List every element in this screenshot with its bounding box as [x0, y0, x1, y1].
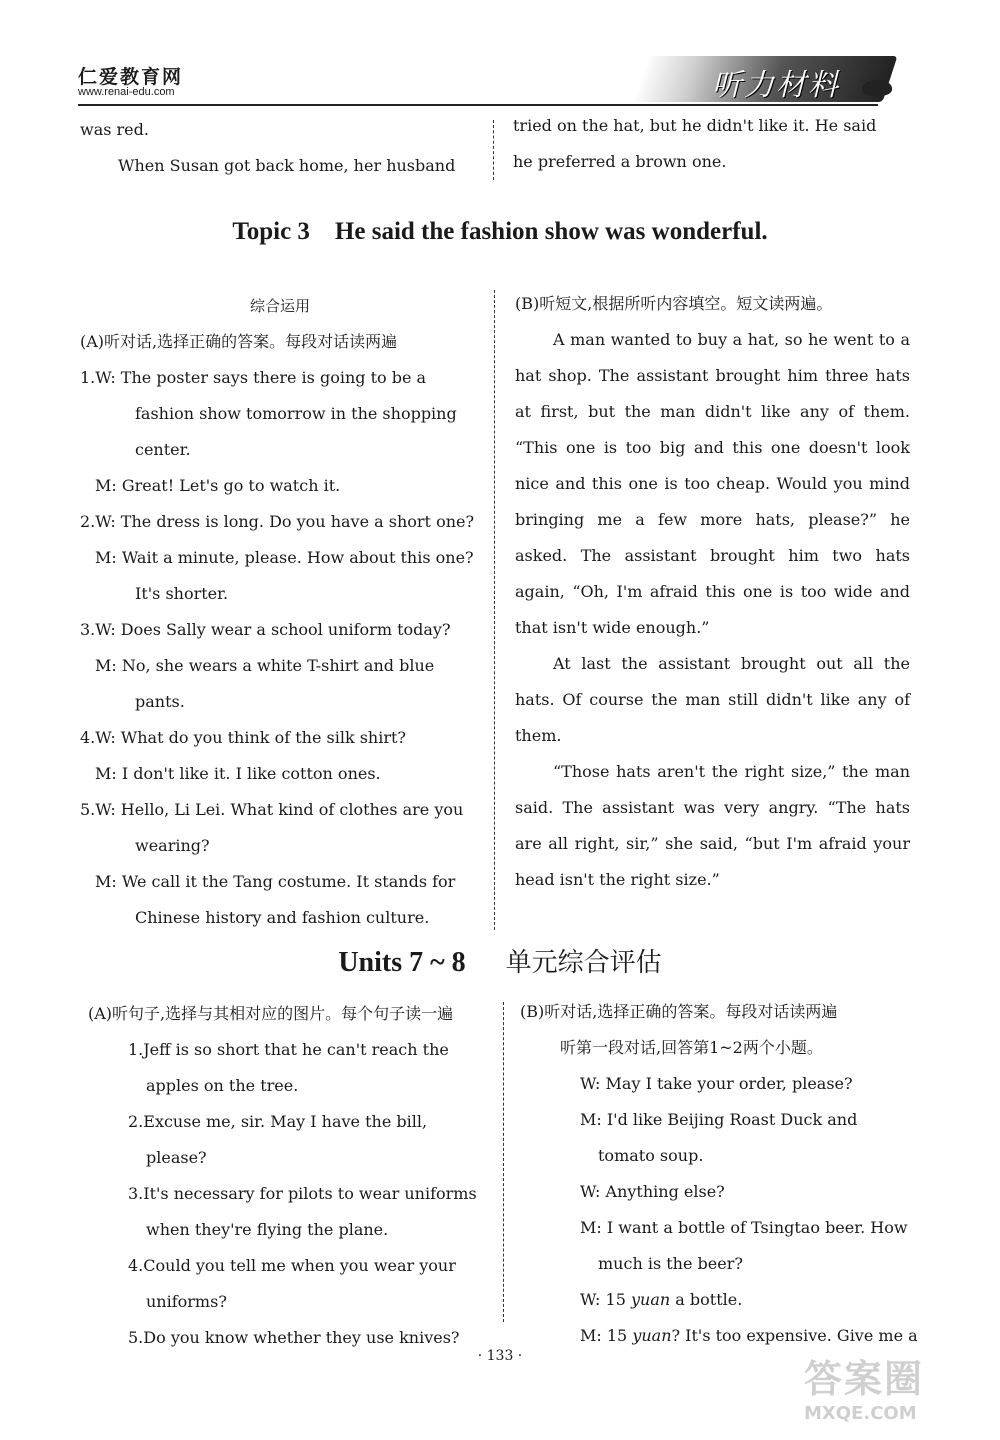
instruction-a: (A)听句子,选择与其相对应的图片。每个句子读一遍: [88, 1004, 454, 1023]
passage-paragraph: “Those hats aren't the right size,” the man said. The assistant was very angry. “The hats are all right, sir,” she said, “but I'm afraid your head isn't the right size.”: [515, 762, 910, 889]
sentence-item: 1.Jeff is so short that he can't reach the apples on the tree.: [128, 1040, 449, 1095]
woman-line: W: The poster says there is going to be a fashion show tomorrow in the shopping center.: [95, 368, 457, 459]
dialogue-line: M: I'd like Beijing Roast Duck and tomato soup.: [580, 1110, 858, 1165]
fragment-line: When Susan got back home, her husband: [118, 156, 456, 175]
dialogue-line: W: Anything else?: [580, 1182, 725, 1201]
units-title: [0, 942, 1000, 979]
fragment-line: he preferred a brown one.: [513, 152, 727, 171]
dialogue-line: W: May I take your order, please?: [580, 1074, 853, 1093]
dialogue-item: 5.W: Hello, Li Lei. What kind of clothes are you wearing? M: We call it the Tang costume. It stands for Chinese history and fashion culture.: [80, 792, 480, 936]
brand-name: 仁爱教育网: [78, 66, 184, 88]
sub-instruction: 听第一段对话,回答第1~2两个小题。: [560, 1038, 823, 1057]
man-line: M: I don't like it. I like cotton ones.: [95, 764, 381, 783]
man-line: M: Wait a minute, please. How about this one? It's shorter.: [95, 548, 474, 603]
instruction-a: (A)听对话,选择正确的答案。每段对话读两遍: [80, 332, 398, 351]
woman-line: W: What do you think of the silk shirt?: [95, 728, 407, 747]
instruction-b: (B)听对话,选择正确的答案。每段对话读两遍: [520, 1002, 838, 1021]
man-line: M: We call it the Tang costume. It stands for Chinese history and fashion culture.: [95, 872, 456, 927]
watermark-logo: 答案圈 MXQE.COM: [804, 1357, 925, 1424]
units-title-cn: 单元综合评估: [505, 948, 662, 978]
section-heading: 综合运用: [249, 297, 310, 315]
units-left-column: [88, 996, 483, 1356]
dialogue-item: 1.W: The poster says there is going to be a fashion show tomorrow in the shopping center. M: Great! Let's go to watch it.: [80, 360, 480, 504]
dialogue-item: 2.W: The dress is long. Do you have a short one? M: Wait a minute, please. How about this one? It's shorter.: [80, 504, 480, 612]
woman-line: W: The dress is long. Do you have a short one?: [95, 512, 475, 531]
units-right-column: [520, 994, 918, 1354]
column-divider: [493, 120, 494, 180]
dialogue-line: M: I want a bottle of Tsingtao beer. How much is the beer?: [580, 1218, 908, 1273]
column-divider: [503, 1002, 504, 1322]
renai-logo-icon: [862, 80, 892, 96]
woman-line: W: Hello, Li Lei. What kind of clothes are you wearing?: [95, 800, 464, 855]
man-line: M: No, she wears a white T-shirt and blue pants.: [95, 656, 435, 711]
dialogue-line: W: 15 yuan a bottle.: [580, 1290, 743, 1309]
fragment-line: tried on the hat, but he didn't like it. He said: [513, 116, 877, 135]
units-title-en: Units 7 ~ 8: [338, 947, 466, 978]
brand-url: www.renai-edu.com: [78, 86, 175, 98]
header-rule: [78, 104, 878, 106]
topic3-right-column: [515, 286, 910, 898]
sentence-item: 3.It's necessary for pilots to wear uniforms when they're flying the plane.: [128, 1184, 477, 1239]
dialogue-item: 4.W: What do you think of the silk shirt? M: I don't like it. I like cotton ones.: [80, 720, 480, 792]
topic-title: Topic 3 He said the fashion show was wonderful.: [232, 218, 768, 245]
section-title: 听力材料: [712, 68, 840, 103]
man-line: M: Great! Let's go to watch it.: [95, 476, 341, 495]
top-fragment-right: [513, 108, 908, 180]
woman-line: W: Does Sally wear a school uniform today?: [95, 620, 451, 639]
dialogue-line: M: 15 yuan? It's too expensive. Give me a: [580, 1326, 918, 1345]
column-divider: [494, 290, 495, 930]
dialogue-item: 3.W: Does Sally wear a school uniform today? M: No, she wears a white T-shirt and blue pants.: [80, 612, 480, 720]
page-number: · 133 ·: [477, 1348, 523, 1364]
topic3-left-column: [80, 288, 480, 936]
passage-paragraph: A man wanted to buy a hat, so he went to a hat shop. The assistant brought him three hats at first, but the man didn't like any of them. “This one is too big and this one doesn't look nice and this one is too cheap. Would you mind bringing me a few more hats, please?” he asked. The assistant brought him two hats again, “Oh, I'm afraid this one is too wide and that isn't wide enough.”: [515, 330, 910, 637]
sentence-item: 2.Excuse me, sir. May I have the bill, please?: [128, 1112, 428, 1167]
top-fragment-left: [80, 112, 475, 184]
sentence-item: 4.Could you tell me when you wear your uniforms?: [128, 1256, 456, 1311]
fragment-line: was red.: [80, 120, 149, 139]
instruction-b: (B)听短文,根据所听内容填空。短文读两遍。: [515, 294, 833, 313]
sentence-item: 5.Do you know whether they use knives?: [128, 1328, 460, 1347]
passage-paragraph: At last the assistant brought out all the hats. Of course the man still didn't like any of them.: [515, 654, 910, 745]
